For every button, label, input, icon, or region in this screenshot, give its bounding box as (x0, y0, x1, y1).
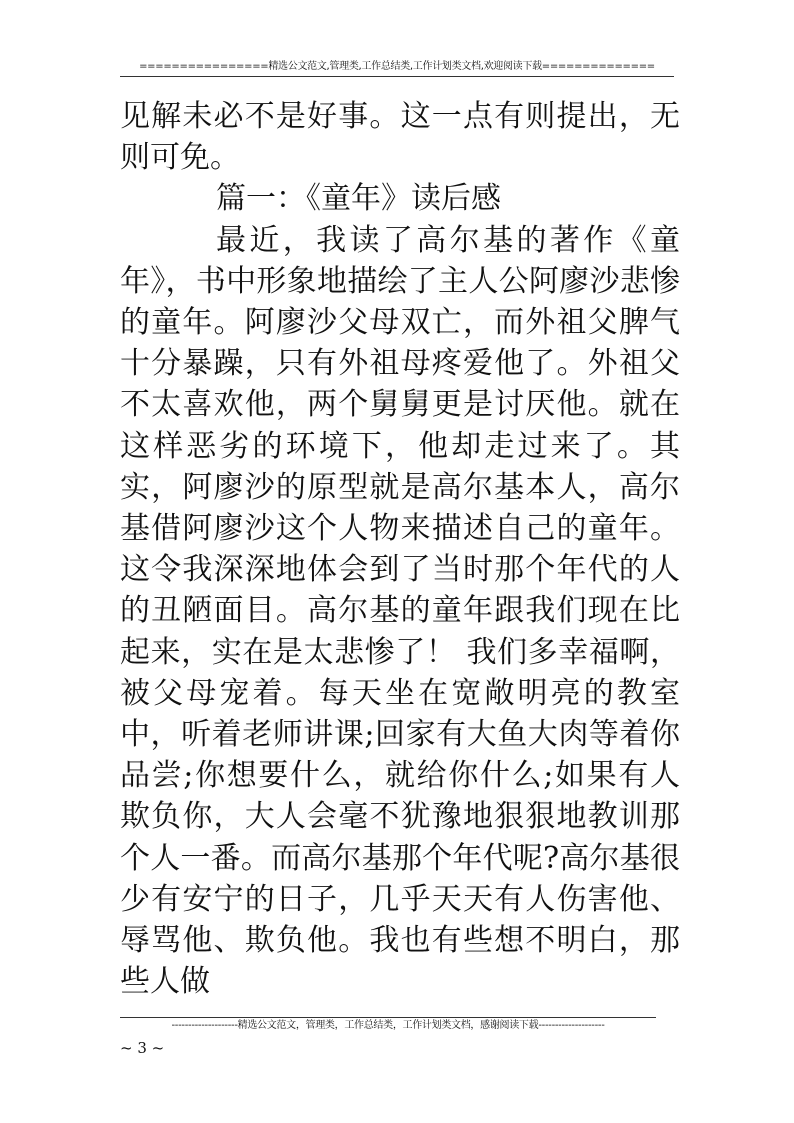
footer-divider (120, 1017, 656, 1018)
header-divider (120, 76, 674, 77)
continuation-paragraph: 见解未必不是好事。这一点有则提出，无则可免。 (120, 99, 680, 176)
page-number: ~ 3 ~ (120, 1039, 165, 1057)
document-body (120, 96, 680, 1002)
page-footer: --------------------精选公文范文，管理类，工作总结类，工作计划类文档，感谢阅读下载-------------------- (171, 1020, 605, 1031)
body-paragraph: 最近，我读了高尔基的著作《童年》，书中形象地描绘了主人公阿廖沙悲惨的童年。阿廖沙父母双亡，而外祖父脾气十分暴躁，只有外祖母疼爱他了。外祖父不太喜欢他，两个舅舅更是讨厌他。就在这样恶劣的环境下，他却走过来了。其实，阿廖沙的原型就是高尔基本人，高尔基借阿廖沙这个人物来描述自己的童年。这令我深深地体会到了当时那个年代的人的丑陋面目。高尔基的童年跟我们现在比起来，实在是太悲惨了！ 我们多幸福啊，被父母宠着。每天坐在宽敞明亮的教室中，听着老师讲课;回家有大鱼大肉等着你品尝;你想要什么，就给你什么;如果有人欺负你，大人会毫不犹豫地狠狠地教训那个人一番。而高尔基那个年代呢?高尔基很少有安宁的日子，几乎天天有人伤害他、辱骂他、欺负他。我也有些想不明白，那些人做 (120, 222, 680, 1000)
page-header: ================精选公文范文,管理类,工作总结类,工作计划类文档,欢迎阅读下载============== (139, 61, 655, 72)
section-title: 篇一：《童年》读后感 (216, 181, 501, 217)
